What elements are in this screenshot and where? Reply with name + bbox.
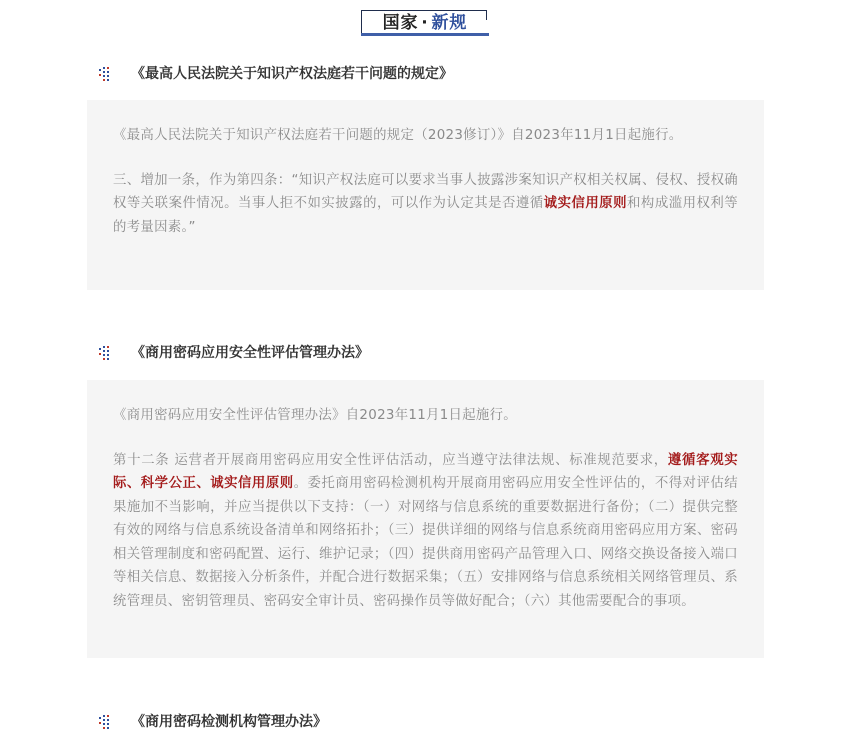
title-part-1: 国家 [382,13,419,33]
paragraph-text: 第十二条 运营者开展商用密码应用安全性评估活动，应当遵守法律法规、标准规范要求， [113,452,668,468]
title-part-2: 新规 [431,13,468,33]
paragraph-text: 和构成滥用权利等的考量因素。” [113,196,738,235]
title-separator: · [421,13,429,33]
paragraph-text: 《商用密码应用安全性评估管理办法》自2023年11月1日起施行。 [113,408,518,423]
paragraph-text: 。委托商用密码检测机构开展商用密码应用安全性评估的，不得对评估结果施加不当影响，并应当提供以下支持：（一）对网络与信息系统的重要数据进行备份；（二）提供完整有效的网络与信息系统设备清单和网络拓扑；（三）提供详细的网络与信息系统商用密码应用方案、密码相关管理制度和密码配置、运行、维护记录；（四）提供商用密码产品管理入口、网络交换设备接入端口等相关信息、数据接入分析条件，并配合进行数据采集；（五）安排网络与信息系统相关网络管理员、系统管理员、密钥管理员、密码安全审计员、密码操作员等做好配合；（六）其他需要配合的事项。 [113,476,738,609]
highlighted-text: 诚实信用原则 [543,196,628,211]
dots-grid-icon [99,67,113,82]
section-heading-3 [99,711,327,733]
paragraph-text: 《最高人民法院关于知识产权法庭若干问题的规定（2023修订）》自2023年11月1日起施行。 [113,128,683,143]
card-paragraph [113,404,738,428]
header-frame-top-line [361,10,487,11]
section-card-1 [87,100,764,290]
section-heading-2 [99,342,369,364]
dots-grid-icon [99,715,113,730]
card-paragraph [113,449,738,614]
page-title [361,12,489,34]
section-title: 《商用密码应用安全性评估管理办法》 [131,345,369,361]
dots-grid-icon [99,346,113,361]
section-heading-1 [99,63,453,85]
section-card-2 [87,380,764,658]
page-header [0,6,851,40]
section-title: 《商用密码检测机构管理办法》 [131,714,327,730]
card-paragraph [113,124,738,148]
paragraph-text: 三、增加一条，作为第四条：“知识产权法庭可以要求当事人披露涉案知识产权相关权属、侵权、授权确权等关联案件情况。当事人拒不如实披露的，可以作为认定其是否遵循 [113,172,738,211]
header-frame [361,10,489,36]
highlighted-text: 遵循客观实际、科学公正、诚实信用原则 [113,452,738,491]
card-paragraph [113,169,738,240]
section-title: 《最高人民法院关于知识产权法庭若干问题的规定》 [131,66,453,82]
